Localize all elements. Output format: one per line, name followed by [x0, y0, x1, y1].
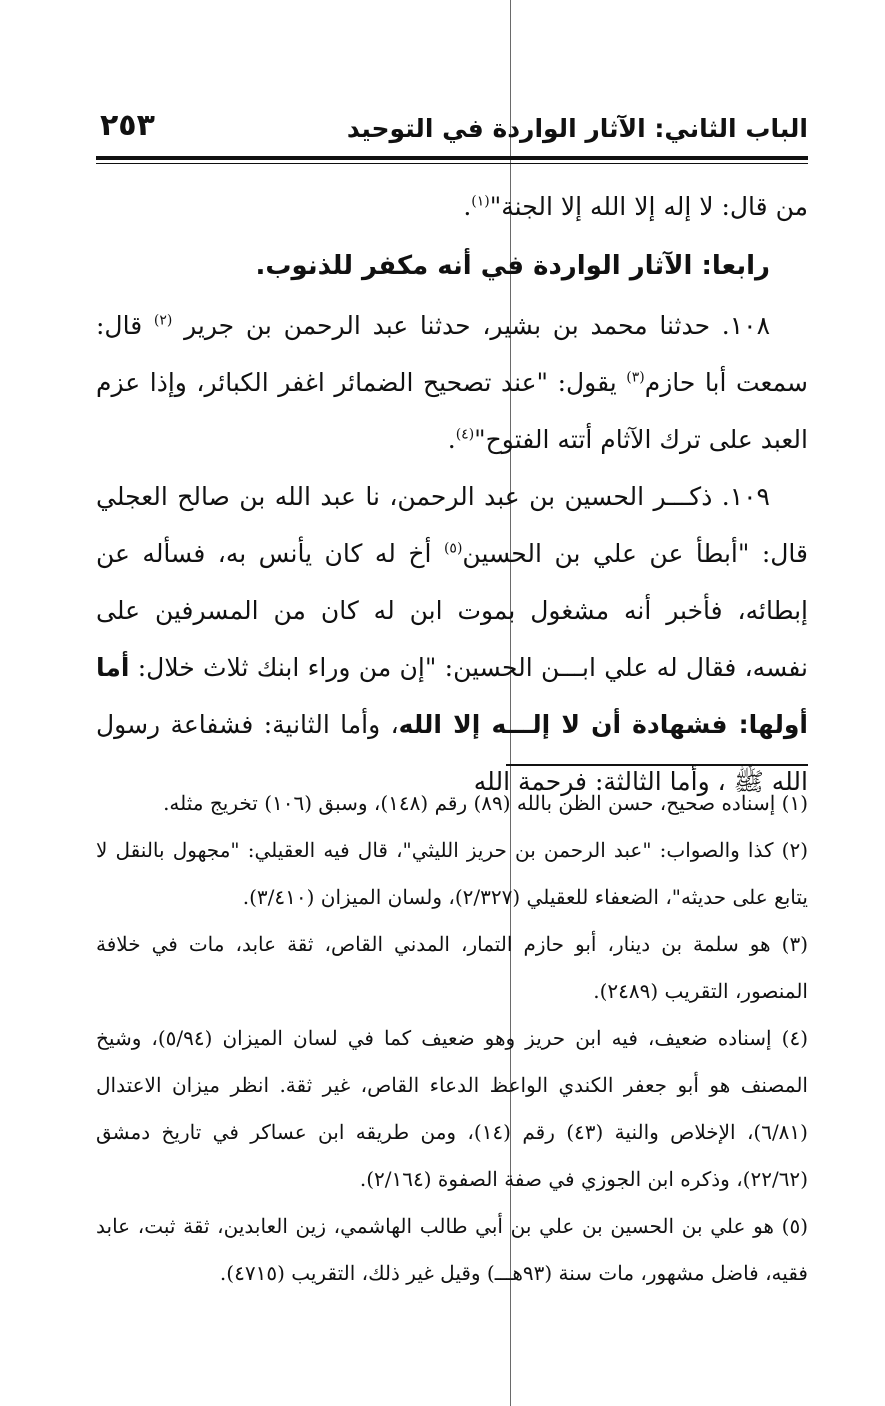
- footnote-ref-4: (٤): [455, 426, 475, 443]
- continuation-text: من قال: لا إله إلا الله إلا الجنة": [489, 192, 808, 221]
- footnote-separator: [506, 764, 808, 766]
- footnote-2: (٢) كذا والصواب: "عبد الرحمن بن حريز الليثي"، قال فيه العقيلي: "مجهول بالنقل لا يتابع على حديثه"، الضعفاء للعقيلي (٢/٣٢٧)، ولسان الميزان (٣/٤١٠).: [96, 838, 808, 909]
- continuation-end: .: [463, 192, 472, 221]
- p108-text-a: ١٠٨. حدثنا محمد بن بشير، حدثنا عبد الرحمن بن جرير: [172, 311, 771, 340]
- header-rule-thick: [96, 156, 808, 160]
- paragraph-108: [96, 297, 808, 468]
- footnote-ref-1: (١): [471, 193, 490, 210]
- p109-text-c: ، وأما الثانية: فشفاعة رسول الله ﷺ ، وأما الثالثة: فرحمة الله: [96, 710, 808, 796]
- footnote-ref-2: (٢): [153, 312, 173, 329]
- footnote-1: (١) إسناده صحيح، حسن الظن بالله (٨٩) رقم (١٤٨)، وسبق (١٠٦) تخريج مثله.: [163, 791, 808, 815]
- running-title: الباب الثاني: الآثار الواردة في التوحيد: [346, 114, 808, 143]
- page-number: ٢٥٣: [100, 108, 155, 143]
- continuation-line: [96, 178, 808, 235]
- main-text: [96, 178, 808, 810]
- footnote-5: (٥) هو علي بن الحسين بن علي بن أبي طالب الهاشمي، زين العابدين، ثقة ثبت، عابد فقيه، فاضل مشهور، مات سنة (٩٣هـــ) وقيل غير ذلك، التقريب (٤٧١٥).: [96, 1214, 808, 1285]
- p109-bold-text: أما أولها: فشهادة أن لا إلـــه إلا الله: [96, 653, 808, 739]
- header-rule-thin: [96, 163, 808, 164]
- footnotes: [96, 780, 808, 1297]
- footnote-3: (٣) هو سلمة بن دينار، أبو حازم التمار، المدني القاص، ثقة عابد، مات في خلافة المنصور، التقريب (٢٤٨٩).: [96, 932, 808, 1003]
- paragraph-109: [96, 468, 808, 810]
- p108-text-b: قال: سمعت أبا حازم: [96, 311, 808, 397]
- section-heading: رابعا: الآثار الواردة في أنه مكفر للذنوب.: [255, 251, 770, 281]
- footnote-4: (٤) إسناده ضعيف، فيه ابن حريز وهو ضعيف كما في لسان الميزان (٥/٩٤)، وشيخ المصنف هو أبو جعفر الكندي الواعظ الدعاء القاص، غير ثقة. انظر ميزان الاعتدال (٦/٨١)، الإخلاص والنية (٤٣) رقم (١٤)، ومن طريقه ابن عساكر في تاريخ دمشق (٢٢/٦٢)، وذكره ابن الجوزي في صفة الصفوة (٢/١٦٤).: [96, 1026, 808, 1191]
- p108-text-d: .: [447, 425, 456, 454]
- p109-text-b: أخ له كان يأنس به، فسأله عن إبطائه، فأخبر أنه مشغول بموت ابن له كان من المسرفين على نفسه، فقال له علي ابـــن الحسين: "إن من وراء ابنك ثلاث خلال:: [96, 539, 808, 682]
- p109-text-a: ١٠٩. ذكـــر الحسين بن عبد الرحمن، نا عبد الله بن صالح العجلي قال: "أبطأ عن علي بن الحسين: [96, 482, 808, 568]
- p108-text-c: يقول: "عند تصحيح الضمائر اغفر الكبائر، وإذا عزم العبد على ترك الآثام أتته الفتوح": [96, 368, 808, 454]
- footnote-ref-5: (٥): [443, 540, 463, 557]
- footnote-ref-3: (٣): [626, 369, 645, 386]
- page-header: [96, 110, 808, 152]
